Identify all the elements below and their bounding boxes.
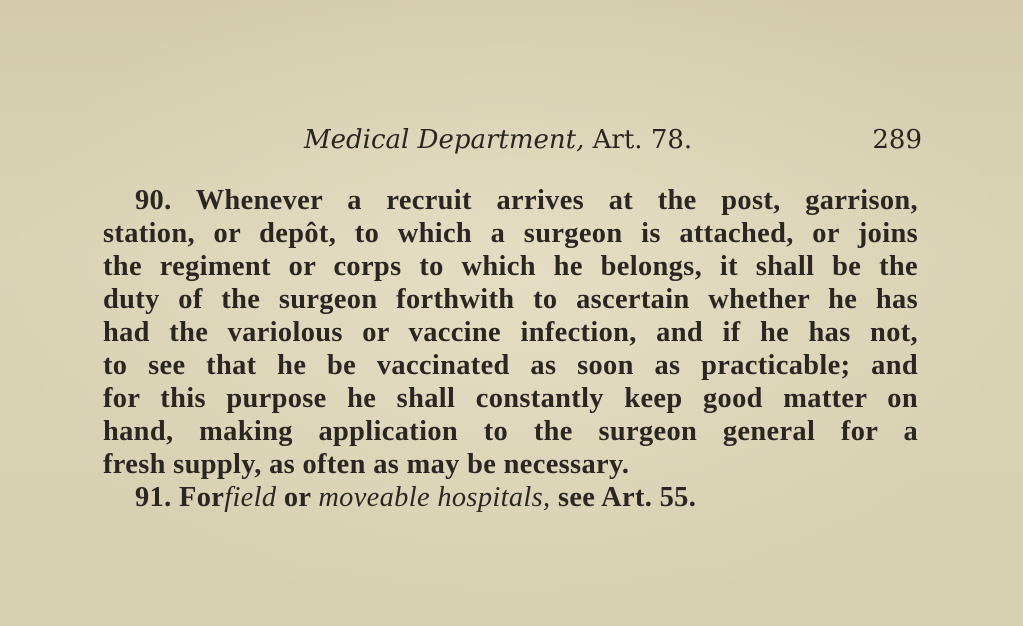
paragraph-90-line: for this purpose he shall constantly keep good matter on (103, 383, 918, 414)
or-text: or (283, 482, 311, 513)
paragraph-91-line (103, 481, 918, 514)
field-text: field (224, 482, 277, 513)
paragraph-90-line (103, 184, 918, 217)
body-text (103, 184, 918, 514)
line-text: Whenever a recruit arrives at the post, garrison, (195, 185, 918, 216)
paragraph-90 (103, 184, 918, 481)
running-head-title: Medical Department, (304, 125, 585, 155)
paragraph-90-line: to see that he be vaccinated as soon as practicable; and (103, 350, 918, 381)
page-number: 289 (872, 125, 922, 155)
moveable-hospitals-text: moveable hospitals, (318, 482, 551, 513)
paragraph-number: 91. (135, 482, 172, 513)
paragraph-number: 90. (135, 185, 172, 216)
running-head-article: Art. 78. (592, 125, 693, 155)
paragraph-90-line: hand, making application to the surgeon general for a (103, 416, 918, 447)
paragraph-90-line: duty of the surgeon forthwith to ascertain whether he has (103, 284, 918, 315)
see-article-text: see Art. 55. (557, 482, 697, 513)
paragraph-90-line: the regiment or corps to which he belongs, it shall be the (103, 251, 918, 282)
for-text: For (179, 482, 225, 513)
running-head (304, 122, 922, 158)
paragraph-90-line: station, or depôt, to which a surgeon is attached, or joins (103, 218, 918, 249)
paragraph-91 (103, 481, 918, 514)
paragraph-90-line: fresh supply, as often as may be necessary. (103, 449, 630, 480)
paragraph-90-line: had the variolous or vaccine infection, and if he has not, (103, 317, 918, 348)
